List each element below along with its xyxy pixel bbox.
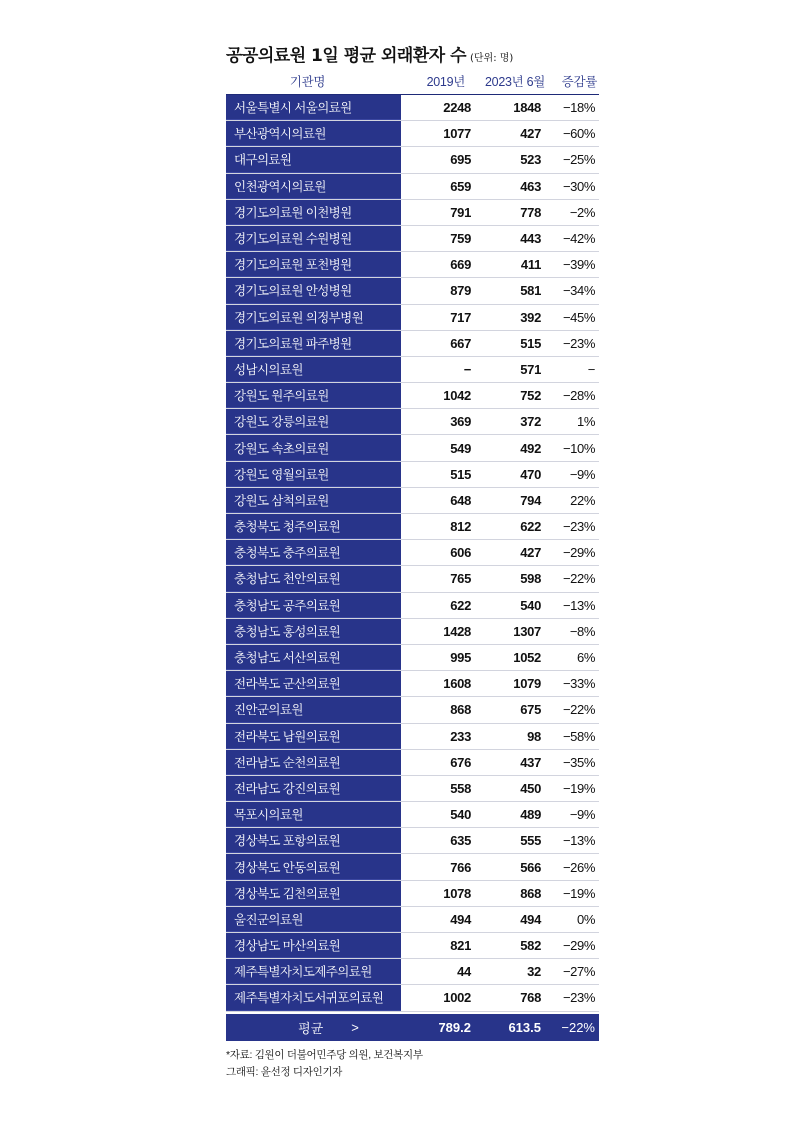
institution-cell: 경기도의료원 이천병원: [226, 200, 401, 225]
table-row: [226, 854, 599, 880]
table-row: [226, 200, 599, 226]
chart-title: [226, 44, 599, 68]
change-rate-cell: −13%: [562, 833, 595, 849]
change-rate-cell: −13%: [562, 597, 595, 613]
institution-cell: 경상북도 안동의료원: [226, 854, 401, 879]
table-row: [226, 278, 599, 304]
value-2023-cell: 1848: [513, 100, 541, 116]
value-2019-cell: −: [463, 361, 471, 377]
change-rate-cell: −10%: [562, 440, 595, 456]
table-row: [226, 409, 599, 435]
institution-cell: 충청남도 서산의료원: [226, 645, 401, 670]
table-row: [226, 933, 599, 959]
institution-cell: 경기도의료원 의정부병원: [226, 305, 401, 330]
value-2023-cell: 492: [520, 440, 541, 456]
average-row: [226, 1014, 599, 1041]
value-2019-cell: 879: [450, 283, 471, 299]
value-2023-cell: 427: [520, 126, 541, 142]
change-rate-cell: −2%: [569, 204, 595, 220]
institution-cell: 강원도 영월의료원: [226, 462, 401, 487]
value-2019-cell: 1002: [443, 990, 471, 1006]
value-2023-cell: 427: [520, 545, 541, 561]
value-2023-cell: 582: [520, 938, 541, 954]
institution-cell: 울진군의료원: [226, 907, 401, 932]
value-2019-cell: 759: [450, 231, 471, 247]
value-2019-cell: 868: [450, 702, 471, 718]
value-2023-cell: 868: [520, 885, 541, 901]
change-rate-cell: −22%: [562, 571, 595, 587]
table-body: [226, 94, 599, 1012]
institution-cell: 진안군의료원: [226, 697, 401, 722]
institution-cell: 강원도 원주의료원: [226, 383, 401, 408]
value-2019-cell: 540: [450, 807, 471, 823]
institution-cell: 경기도의료원 포천병원: [226, 252, 401, 277]
average-label: 평균: [298, 1020, 324, 1036]
value-2023-cell: 392: [520, 309, 541, 325]
table-header: [226, 68, 599, 94]
value-2019-cell: 765: [450, 571, 471, 587]
table-row: [226, 488, 599, 514]
value-2023-cell: 581: [520, 283, 541, 299]
table-row: [226, 907, 599, 933]
average-2023: 613.5: [508, 1019, 541, 1035]
institution-cell: 목포시의료원: [226, 802, 401, 827]
institution-cell: 경상남도 마산의료원: [226, 933, 401, 958]
value-2023-cell: 463: [520, 178, 541, 194]
table-row: [226, 226, 599, 252]
value-2023-cell: 768: [520, 990, 541, 1006]
value-2023-cell: 450: [520, 780, 541, 796]
table-row: [226, 514, 599, 540]
value-2023-cell: 622: [520, 519, 541, 535]
value-2023-cell: 443: [520, 231, 541, 247]
value-2019-cell: 44: [457, 964, 471, 980]
table-row: [226, 593, 599, 619]
value-2019-cell: 717: [450, 309, 471, 325]
institution-cell: 충청남도 홍성의료원: [226, 619, 401, 644]
value-2023-cell: 470: [520, 466, 541, 482]
change-rate-cell: −18%: [562, 100, 595, 116]
institution-cell: 전라북도 남원의료원: [226, 724, 401, 749]
table-row: [226, 959, 599, 985]
institution-cell: 성남시의료원: [226, 357, 401, 382]
table-row: [226, 697, 599, 723]
header-institution: 기관명: [289, 75, 326, 89]
change-rate-cell: −9%: [569, 466, 595, 482]
change-rate-cell: −34%: [562, 283, 595, 299]
change-rate-cell: −23%: [562, 335, 595, 351]
table-row: [226, 435, 599, 461]
value-2019-cell: 494: [450, 911, 471, 927]
change-rate-cell: −22%: [562, 702, 595, 718]
change-rate-cell: −9%: [569, 807, 595, 823]
value-2019-cell: 2248: [443, 100, 471, 116]
change-rate-cell: −29%: [562, 545, 595, 561]
value-2023-cell: 437: [520, 754, 541, 770]
table-row: [226, 619, 599, 645]
average-label-cell: [226, 1018, 401, 1037]
institution-cell: 충청북도 충주의료원: [226, 540, 401, 565]
value-2019-cell: 766: [450, 859, 471, 875]
table-row: [226, 357, 599, 383]
value-2019-cell: 676: [450, 754, 471, 770]
institution-cell: 충청남도 천안의료원: [226, 566, 401, 591]
value-2023-cell: 98: [527, 728, 541, 744]
change-rate-cell: −19%: [562, 885, 595, 901]
institution-cell: 충청남도 공주의료원: [226, 593, 401, 618]
table-row: [226, 750, 599, 776]
value-2019-cell: 558: [450, 780, 471, 796]
change-rate-cell: −27%: [562, 964, 595, 980]
value-2019-cell: 622: [450, 597, 471, 613]
table-row: [226, 252, 599, 278]
value-2023-cell: 372: [520, 414, 541, 430]
value-2023-cell: 1079: [513, 676, 541, 692]
value-2023-cell: 752: [520, 388, 541, 404]
value-2019-cell: 369: [450, 414, 471, 430]
institution-cell: 전라남도 순천의료원: [226, 750, 401, 775]
change-rate-cell: −33%: [562, 676, 595, 692]
value-2023-cell: 515: [520, 335, 541, 351]
change-rate-cell: −58%: [562, 728, 595, 744]
value-2023-cell: 494: [520, 911, 541, 927]
title-text: 공공의료원 1일 평균 외래환자 수: [226, 46, 466, 66]
table-row: [226, 828, 599, 854]
institution-cell: 강원도 강릉의료원: [226, 409, 401, 434]
chevron-right-icon: >: [351, 1019, 359, 1035]
value-2023-cell: 555: [520, 833, 541, 849]
value-2019-cell: 635: [450, 833, 471, 849]
value-2019-cell: 606: [450, 545, 471, 561]
value-2023-cell: 566: [520, 859, 541, 875]
table-row: [226, 645, 599, 671]
value-2023-cell: 32: [527, 964, 541, 980]
value-2019-cell: 1078: [443, 885, 471, 901]
institution-cell: 전라남도 강진의료원: [226, 776, 401, 801]
unit-note: (단위: 명): [470, 53, 514, 64]
value-2023-cell: 489: [520, 807, 541, 823]
value-2019-cell: 233: [450, 728, 471, 744]
change-rate-cell: −30%: [562, 178, 595, 194]
value-2023-cell: 411: [520, 257, 541, 273]
table-row: [226, 121, 599, 147]
value-2019-cell: 995: [450, 650, 471, 666]
institution-cell: 강원도 속초의료원: [226, 435, 401, 460]
value-2019-cell: 515: [450, 466, 471, 482]
institution-cell: 제주특별자치도서귀포의료원: [226, 985, 401, 1010]
value-2023-cell: 571: [520, 361, 541, 377]
value-2023-cell: 778: [520, 204, 541, 220]
change-rate-cell: −23%: [562, 990, 595, 1006]
value-2019-cell: 695: [450, 152, 471, 168]
table-row: [226, 881, 599, 907]
table-row: [226, 462, 599, 488]
change-rate-cell: −8%: [569, 623, 595, 639]
institution-cell: 부산광역시의료원: [226, 121, 401, 146]
change-rate-cell: 0%: [577, 911, 595, 927]
table-row: [226, 147, 599, 173]
value-2019-cell: 812: [450, 519, 471, 535]
value-2019-cell: 1042: [443, 388, 471, 404]
institution-cell: 전라북도 군산의료원: [226, 671, 401, 696]
institution-cell: 서울특별시 서울의료원: [226, 95, 401, 120]
table-row: [226, 305, 599, 331]
value-2023-cell: 794: [520, 492, 541, 508]
value-2023-cell: 675: [520, 702, 541, 718]
value-2019-cell: 648: [450, 492, 471, 508]
change-rate-cell: −26%: [562, 859, 595, 875]
change-rate-cell: −39%: [562, 257, 595, 273]
change-rate-cell: −60%: [562, 126, 595, 142]
institution-cell: 경상북도 포항의료원: [226, 828, 401, 853]
value-2019-cell: 821: [450, 938, 471, 954]
institution-cell: 경기도의료원 안성병원: [226, 278, 401, 303]
value-2019-cell: 549: [450, 440, 471, 456]
change-rate-cell: 1%: [577, 414, 595, 430]
value-2019-cell: 1077: [443, 126, 471, 142]
value-2023-cell: 1307: [513, 623, 541, 639]
change-rate-cell: −42%: [562, 231, 595, 247]
value-2019-cell: 659: [450, 178, 471, 194]
change-rate-cell: 6%: [577, 650, 595, 666]
value-2019-cell: 1608: [443, 676, 471, 692]
institution-cell: 제주특별자치도제주의료원: [226, 959, 401, 984]
institution-cell: 인천광역시의료원: [226, 174, 401, 199]
value-2023-cell: 598: [520, 571, 541, 587]
value-2019-cell: 669: [450, 257, 471, 273]
institution-cell: 경기도의료원 파주병원: [226, 331, 401, 356]
table-row: [226, 985, 599, 1011]
value-2023-cell: 540: [520, 597, 541, 613]
footnotes: [226, 1047, 599, 1081]
change-rate-cell: −23%: [562, 519, 595, 535]
table-row: [226, 671, 599, 697]
table-row: [226, 331, 599, 357]
table-row: [226, 776, 599, 802]
institution-cell: 강원도 삼척의료원: [226, 488, 401, 513]
table-row: [226, 174, 599, 200]
change-rate-cell: 22%: [570, 492, 595, 508]
table-row: [226, 540, 599, 566]
table-row: [226, 566, 599, 592]
change-rate-cell: −45%: [562, 309, 595, 325]
change-rate-cell: −28%: [562, 388, 595, 404]
institution-cell: 경상북도 김천의료원: [226, 881, 401, 906]
change-rate-cell: −35%: [562, 754, 595, 770]
value-2019-cell: 791: [450, 204, 471, 220]
credit-note: 그래픽: 윤선정 디자인기자: [226, 1065, 343, 1078]
change-rate-cell: −: [587, 361, 595, 377]
value-2023-cell: 1052: [513, 650, 541, 666]
value-2023-cell: 523: [520, 152, 541, 168]
institution-cell: 충청북도 청주의료원: [226, 514, 401, 539]
value-2019-cell: 1428: [443, 623, 471, 639]
change-rate-cell: −19%: [562, 780, 595, 796]
institution-cell: 경기도의료원 수원병원: [226, 226, 401, 251]
value-2019-cell: 667: [450, 335, 471, 351]
table-row: [226, 95, 599, 121]
table-row: [226, 383, 599, 409]
header-2023-june: 2023년 6월: [485, 75, 545, 89]
table-figure: [226, 44, 599, 1081]
table-row: [226, 802, 599, 828]
header-2019: 2019년: [426, 75, 465, 89]
change-rate-cell: −25%: [562, 152, 595, 168]
institution-cell: 대구의료원: [226, 147, 401, 172]
change-rate-cell: −29%: [562, 938, 595, 954]
average-change: −22%: [561, 1019, 595, 1035]
header-change-rate: 증감률: [561, 75, 597, 89]
table-row: [226, 724, 599, 750]
average-2019: 789.2: [438, 1019, 471, 1035]
source-note: *자료: 김원이 더불어민주당 의원, 보건복지부: [226, 1048, 423, 1061]
